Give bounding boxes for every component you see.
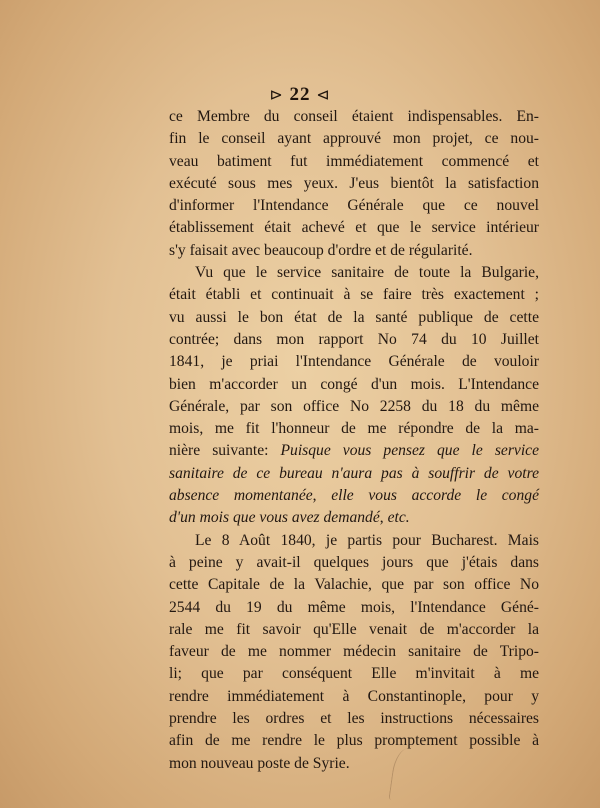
body-text — [169, 106, 539, 775]
text-line: d'un mois que vous avez demandé, etc. — [169, 509, 410, 527]
text-line: exécuté sous mes yeux. J'eus bientôt la satisfaction — [169, 174, 539, 192]
text-line: Vu que le service sanitaire de toute la Bulgarie, — [195, 264, 539, 282]
page-number: 22 — [289, 84, 311, 105]
text-line: établissement était achevé et que le service intérieur — [169, 219, 539, 237]
text-line: bien m'accorder un congé d'un mois. L'Intendance — [169, 375, 539, 393]
text-line: absence momentanée, elle vous accorde le congé — [169, 487, 539, 505]
text-line: rendre immédiatement à Constantinople, pour y — [169, 687, 539, 705]
text-line: s'y faisait avec beaucoup d'ordre et de régularité. — [169, 241, 473, 259]
text-line: Générale, par son office No 2258 du 18 du même — [169, 397, 539, 415]
text-line: fin le conseil ayant approuvé mon projet, ce nou- — [169, 130, 539, 148]
text-line: était établi et continuait à se faire très exactement ; — [169, 286, 539, 304]
text-line: à peine y avait-il quelques jours que j'étais dans — [169, 553, 539, 571]
text-line: 2544 du 19 du même mois, l'Intendance Géné- — [169, 598, 539, 616]
text-line: veau batiment fut immédiatement commencé et — [169, 152, 539, 170]
text-line: nière suivante: Puisque vous pensez que le service — [169, 442, 539, 460]
text-line: ce Membre du conseil étaient indispensables. En- — [169, 108, 539, 125]
text-line: vu aussi le bon état de la santé publique de cette — [169, 308, 539, 326]
text-line: rale me fit savoir qu'Elle venait de m'accorder la — [169, 620, 539, 638]
text-line: contrée; dans mon rapport No 74 du 10 Juillet — [169, 330, 539, 348]
text-line: mon nouveau poste de Syrie. — [169, 754, 350, 772]
text-line: cette Capitale de la Valachie, que par son office No — [169, 576, 539, 594]
text-line: sanitaire de ce bureau n'aura pas à souffrir de votre — [169, 464, 539, 482]
text-line: afin de me rendre le plus promptement possible à — [169, 732, 539, 750]
text-line: 1841, je priai l'Intendance Générale de vouloir — [169, 353, 539, 371]
text-line: prendre les ordres et les instructions nécessaires — [169, 710, 539, 728]
text-line: d'informer l'Intendance Générale que ce nouvel — [169, 197, 539, 215]
text-line: mois, me fit l'honneur de me répondre de la ma- — [169, 420, 539, 438]
text-line: Le 8 Août 1840, je partis pour Bucharest. Mais — [195, 531, 539, 549]
ornament-right-icon: ⊲ — [316, 87, 331, 104]
page-number-header — [0, 84, 600, 106]
ornament-left-icon: ⊳ — [269, 87, 284, 104]
text-line: faveur de me nommer médecin sanitaire de Tripo- — [169, 643, 539, 661]
text-line: li; que par conséquent Elle m'invitait à me — [169, 665, 539, 683]
